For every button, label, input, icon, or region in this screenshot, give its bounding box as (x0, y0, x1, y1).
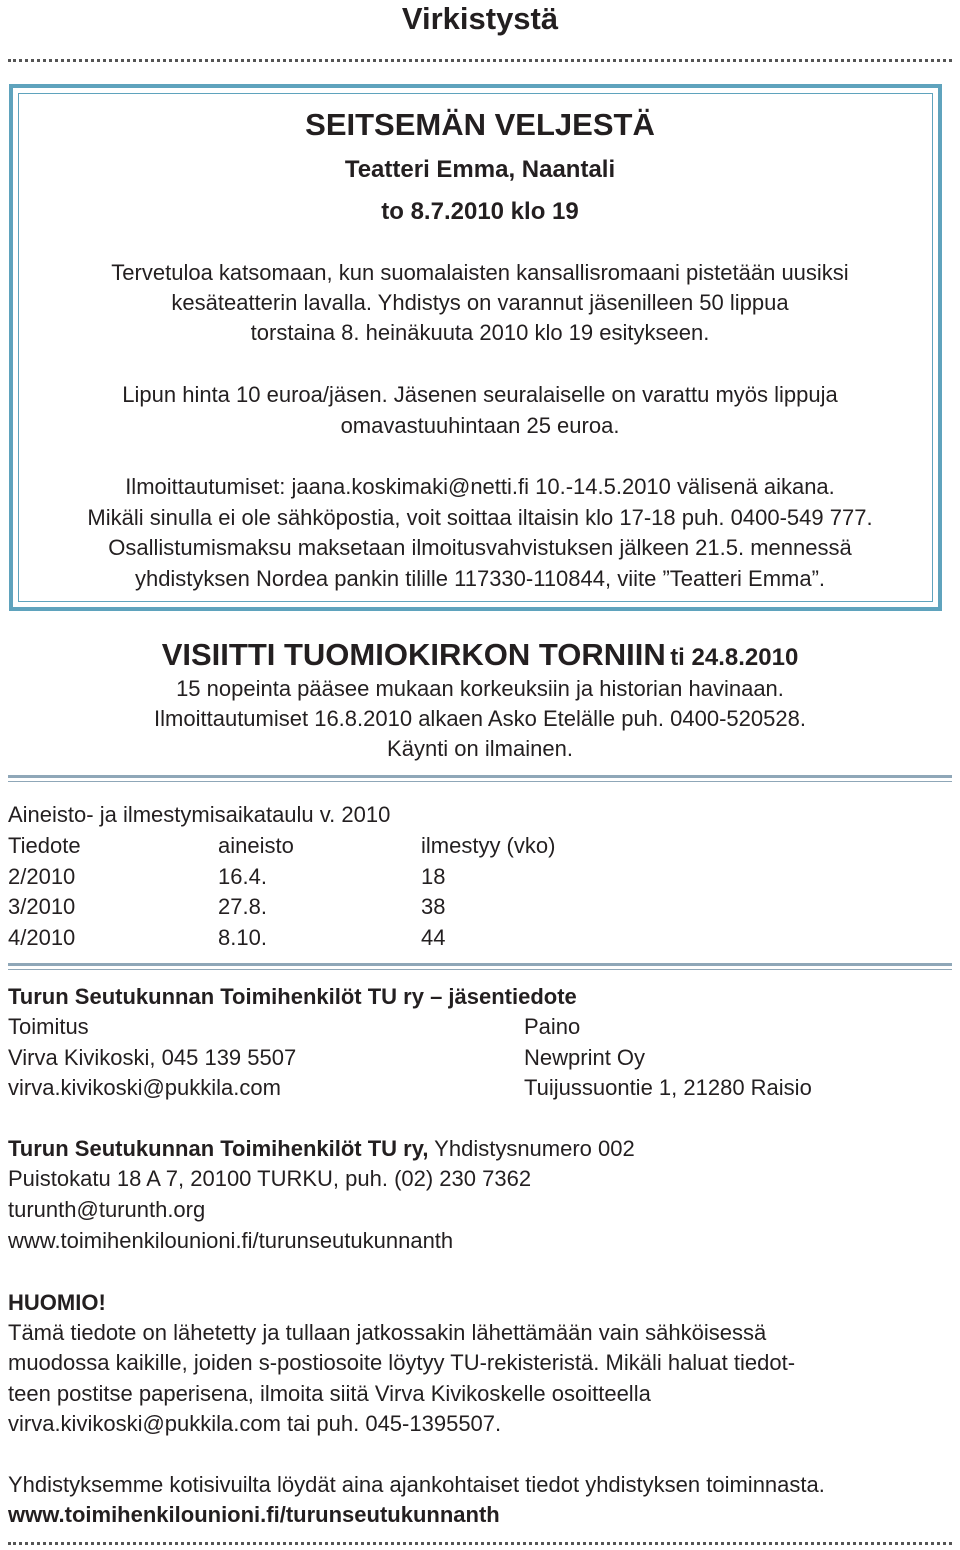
colophon-row (8, 1043, 948, 1073)
event2-line: Ilmoittautumiset 16.8.2010 alkaen Asko Etelälle puh. 0400-520528. (154, 706, 806, 731)
schedule-row (8, 862, 948, 892)
footer-link: www.toimihenkilounioni.fi/turunseutukunnanth (8, 1502, 500, 1527)
schedule-title: Aineisto- ja ilmestymisaikataulu v. 2010 (8, 802, 391, 827)
schedule-cell: 44 (421, 925, 446, 950)
colophon-left: Toimitus (8, 1014, 89, 1039)
schedule-cell: 3/2010 (8, 894, 76, 919)
schedule-cell: 18 (421, 864, 446, 889)
colophon-title: Turun Seutukunnan Toimihenkilöt TU ry – jäsentiedote (8, 984, 577, 1009)
notice-line: Tämä tiedote on lähetetty ja tullaan jatkossakin lähettämään vain sähköisessä (8, 1320, 767, 1345)
org-reg: Yhdistysnumero 002 (428, 1136, 635, 1161)
event1-venue: Teatteri Emma, Naantali (344, 156, 616, 183)
colophon-right: Paino (524, 1014, 581, 1039)
schedule-header: Tiedote (8, 833, 81, 858)
colophon-left: Virva Kivikoski, 045 139 5507 (8, 1045, 297, 1070)
schedule-cell: 38 (421, 894, 446, 919)
colophon-row (8, 1073, 948, 1103)
event2-date: ti 24.8.2010 (670, 644, 799, 671)
section-divider (8, 963, 952, 970)
schedule-header-row (8, 831, 948, 861)
org-website: www.toimihenkilounioni.fi/turunseutukunnanth (8, 1228, 454, 1253)
colophon-email: virva.kivikoski@pukkila.com (8, 1075, 281, 1100)
schedule-cell: 16.4. (218, 864, 267, 889)
event1-intro-line: torstaina 8. heinäkuuta 2010 klo 19 esitykseen. (250, 320, 710, 345)
event1-signup-line: Mikäli sinulla ei ole sähköpostia, voit soittaa iltaisin klo 17-18 puh. 0400-549 777. (87, 505, 873, 530)
schedule-cell: 4/2010 (8, 925, 76, 950)
schedule-cell: 8.10. (218, 925, 267, 950)
event1-title: SEITSEMÄN VELJESTÄ (305, 107, 655, 142)
org-name-line (8, 1134, 635, 1164)
notice-title: HUOMIO! (8, 1290, 106, 1315)
event1-signup-line: Ilmoittautumiset: jaana.koskimaki@netti.fi 10.-14.5.2010 välisenä aikana. (125, 474, 835, 499)
schedule-header: aineisto (218, 833, 294, 858)
footer-line: Yhdistyksemme kotisivuilta löydät aina ajankohtaiset tiedot yhdistyksen toiminnasta. (8, 1472, 825, 1497)
notice-line: teen postitse paperisena, ilmoita siitä Virva Kivikoskelle osoitteella (8, 1381, 651, 1406)
notice-line: muodossa kaikille, joiden s-postiosoite löytyy TU-rekisteristä. Mikäli haluat tiedot- (8, 1350, 796, 1375)
event1-date: to 8.7.2010 klo 19 (381, 198, 579, 225)
event1-price-line: omavastuuhintaan 25 euroa. (340, 413, 620, 438)
colophon-right: Tuijussuontie 1, 21280 Raisio (524, 1075, 812, 1100)
org-email: turunth@turunth.org (8, 1197, 206, 1222)
schedule-header: ilmestyy (vko) (421, 833, 556, 858)
bottom-divider (8, 1542, 952, 1545)
event1-intro-line: Tervetuloa katsomaan, kun suomalaisten kansallisromaani pistetään uusiksi (111, 260, 849, 285)
top-divider (8, 59, 952, 62)
org-name: Turun Seutukunnan Toimihenkilöt TU ry, (8, 1136, 429, 1161)
event1-intro-line: kesäteatterin lavalla. Yhdistys on varannut jäsenilleen 50 lippua (171, 290, 789, 315)
colophon-right: Newprint Oy (524, 1045, 646, 1070)
event2-title: VISIITTI TUOMIOKIRKON TORNIIN (161, 637, 666, 672)
event1-signup-line: yhdistyksen Nordea pankin tilille 117330-110844, viite ”Teatteri Emma”. (134, 566, 826, 591)
page-heading: Virkistystä (401, 1, 559, 36)
section-divider (8, 775, 952, 782)
event2-line: Käynti on ilmainen. (387, 736, 573, 761)
event2-line: 15 nopeinta pääsee mukaan korkeuksiin ja historian havinaan. (176, 676, 784, 701)
schedule-cell: 2/2010 (8, 864, 76, 889)
schedule-cell: 27.8. (218, 894, 267, 919)
colophon-row (8, 1012, 948, 1042)
notice-line: virva.kivikoski@pukkila.com tai puh. 045-1395507. (8, 1411, 502, 1436)
event1-signup-line: Osallistumismaksu maksetaan ilmoitusvahvistuksen jälkeen 21.5. mennessä (108, 535, 852, 560)
event1-price-line: Lipun hinta 10 euroa/jäsen. Jäsenen seuralaiselle on varattu myös lippuja (122, 382, 838, 407)
org-address: Puistokatu 18 A 7, 20100 TURKU, puh. (02) 230 7362 (8, 1166, 532, 1191)
schedule-row (8, 923, 948, 953)
schedule-row (8, 892, 948, 922)
